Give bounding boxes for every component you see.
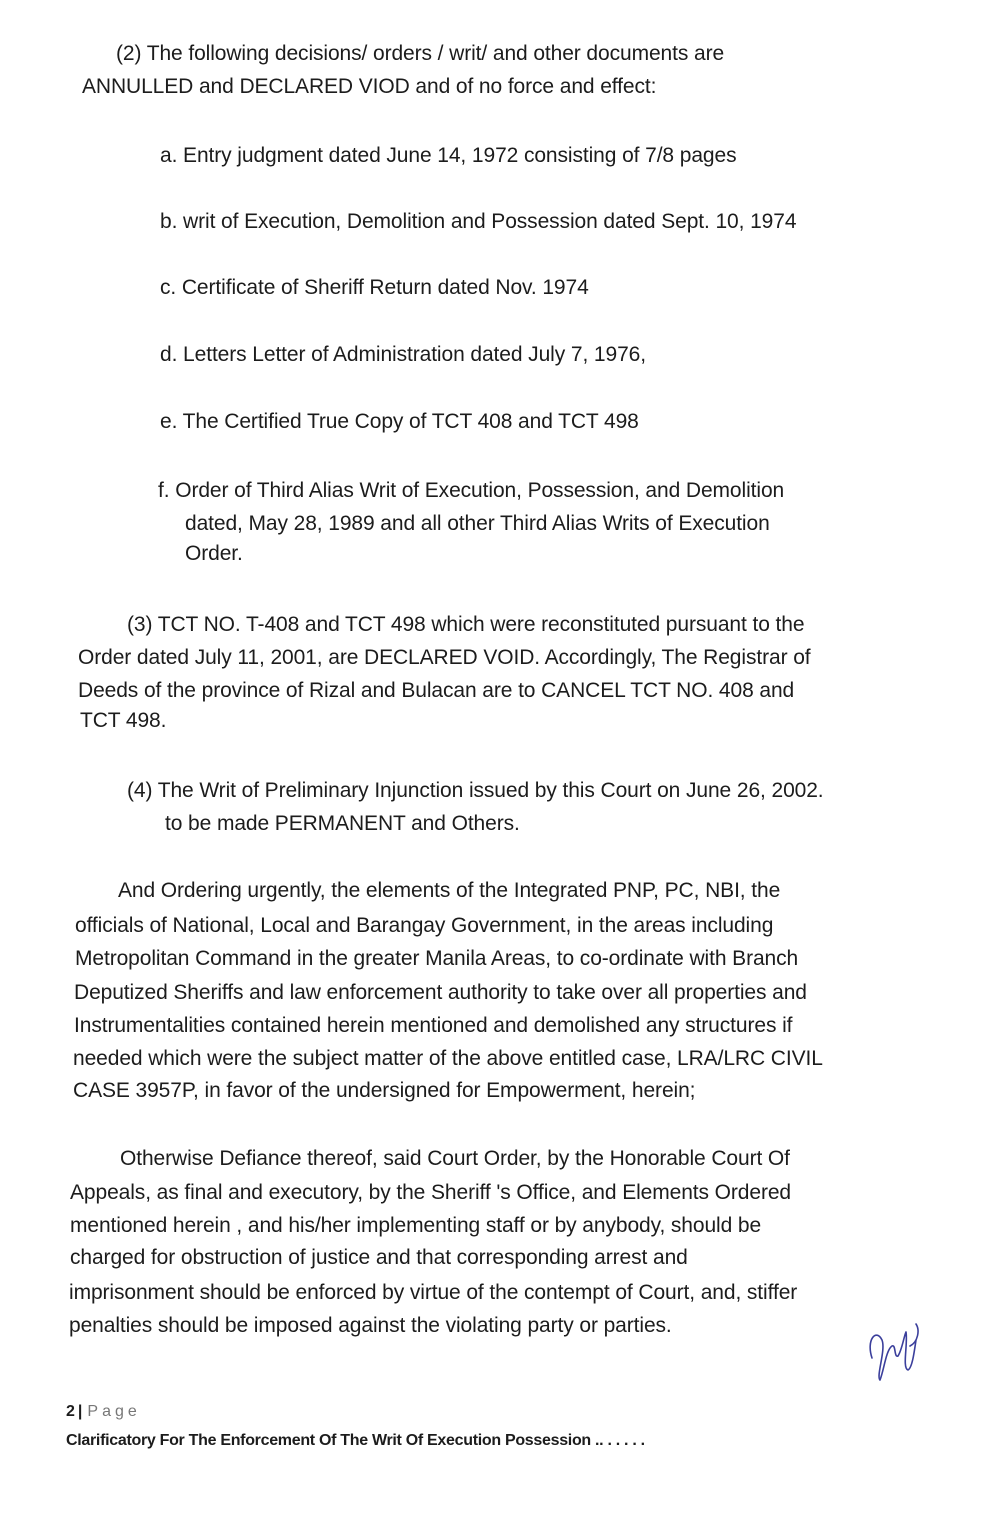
text-line: officials of National, Local and Barangay Government, in the areas including [75, 914, 774, 937]
page-number: 2 [66, 1403, 75, 1420]
list-item: e. The Certified True Copy of TCT 408 and TCT 498 [160, 410, 639, 433]
text-line: charged for obstruction of justice and that corresponding arrest and [70, 1246, 688, 1269]
footer-title: Clarificatory For The Enforcement Of The Writ Of Execution Possession .. . . . . . [66, 1432, 645, 1449]
text-line: penalties should be imposed against the violating party or parties. [69, 1314, 672, 1337]
page-word: Page [87, 1403, 141, 1420]
text-line: (2) The following decisions/ orders / writ/ and other documents are [116, 42, 725, 65]
text-line: needed which were the subject matter of the above entitled case, LRA/LRC CIVIL [73, 1047, 823, 1070]
footer-page-number [66, 1400, 141, 1424]
list-item-continuation: Order. [185, 542, 243, 565]
text-line: Instrumentalities contained herein mentioned and demolished any structures if [74, 1014, 793, 1037]
text-line: Appeals, as final and executory, by the Sheriff 's Office, and Elements Ordered [70, 1181, 792, 1204]
text-line: Deputized Sheriffs and law enforcement authority to take over all properties and [74, 981, 807, 1004]
text-line: mentioned herein , and his/her implementing staff or by anybody, should be [70, 1214, 762, 1237]
text-line: ANNULLED and DECLARED VIOD and of no force and effect: [82, 75, 657, 98]
page-separator: | [77, 1403, 83, 1420]
list-item: f. Order of Third Alias Writ of Execution, Possession, and Demolition [158, 479, 785, 502]
text-line: TCT 498. [80, 709, 167, 732]
signature-mark [862, 1310, 924, 1382]
list-item: d. Letters Letter of Administration dated July 7, 1976, [160, 343, 646, 366]
list-item: a. Entry judgment dated June 14, 1972 consisting of 7/8 pages [160, 144, 737, 167]
list-item-continuation: dated, May 28, 1989 and all other Third Alias Writs of Execution [185, 512, 770, 535]
text-line: Otherwise Defiance thereof, said Court Order, by the Honorable Court Of [120, 1147, 790, 1170]
text-line: (4) The Writ of Preliminary Injunction issued by this Court on June 26, 2002. [127, 779, 824, 802]
text-line: CASE 3957P, in favor of the undersigned for Empowerment, herein; [73, 1079, 696, 1102]
text-line: to be made PERMANENT and Others. [165, 812, 520, 835]
text-line: (3) TCT NO. T-408 and TCT 498 which were reconstituted pursuant to the [127, 613, 805, 636]
text-line: Metropolitan Command in the greater Manila Areas, to co-ordinate with Branch [75, 947, 799, 970]
list-item: b. writ of Execution, Demolition and Possession dated Sept. 10, 1974 [160, 210, 797, 233]
list-item: c. Certificate of Sheriff Return dated Nov. 1974 [160, 276, 589, 299]
text-line: imprisonment should be enforced by virtue of the contempt of Court, and, stiffer [69, 1281, 798, 1304]
text-line: Order dated July 11, 2001, are DECLARED VOID. Accordingly, The Registrar of [78, 646, 811, 669]
text-line: Deeds of the province of Rizal and Bulacan are to CANCEL TCT NO. 408 and [78, 679, 795, 702]
text-line: And Ordering urgently, the elements of the Integrated PNP, PC, NBI, the [118, 879, 781, 902]
